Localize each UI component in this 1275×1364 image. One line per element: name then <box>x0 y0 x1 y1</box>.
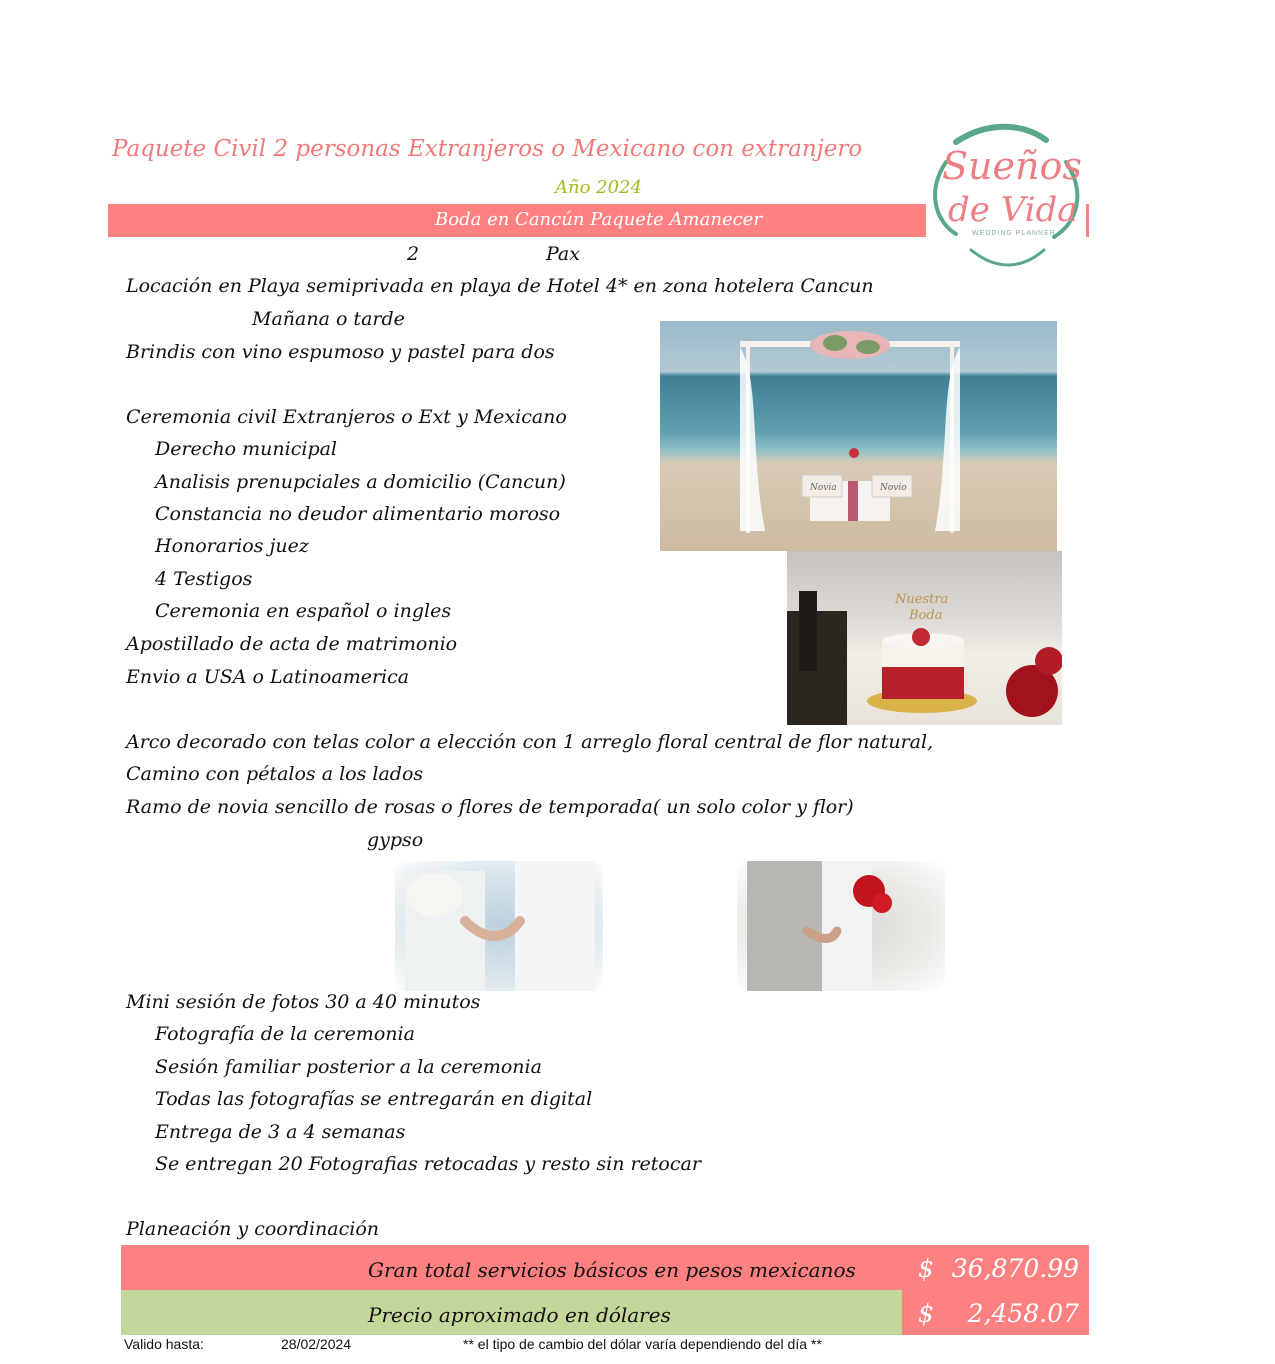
valid-date: 28/02/2024 <box>281 1336 352 1352</box>
logo-line2: de Vida <box>948 190 1078 230</box>
item-photos: Mini sesión de fotos 30 a 40 minutos <box>126 991 481 1013</box>
item-location: Locación en Playa semiprivada en playa de Hotel 4* en zona hotelera Cancun <box>126 275 874 297</box>
photos-sub-item: Todas las fotografías se entregarán en digital <box>155 1088 593 1110</box>
photos-sub-item: Entrega de 3 a 4 semanas <box>155 1121 406 1143</box>
pax-count: 2 <box>407 243 420 265</box>
total-mxn-label: Gran total servicios básicos en pesos mexicanos <box>368 1258 856 1282</box>
ceremony-sub-item: Honorarios juez <box>155 535 309 557</box>
photos-sub-item: Fotografía de la ceremonia <box>155 1023 415 1045</box>
photos-sub-item: Se entregan 20 Fotografias retocadas y resto sin retocar <box>155 1153 701 1175</box>
item-apostille: Apostillado de acta de matrimonio <box>126 633 458 655</box>
pax-label: Pax <box>546 243 580 265</box>
exchange-note: ** el tipo de cambio del dólar varía dependiendo del día ** <box>463 1336 822 1352</box>
ceremony-sub-item: Ceremonia en español o ingles <box>155 600 452 622</box>
logo-tagline: WEDDING PLANNER <box>972 230 1056 237</box>
item-gypso: gypso <box>367 829 424 851</box>
ceremony-sub-item: Derecho municipal <box>155 438 338 460</box>
valid-label: Valido hasta: <box>124 1336 204 1352</box>
total-mxn-currency: $ <box>918 1254 934 1283</box>
total-usd-currency: $ <box>918 1299 934 1328</box>
ceremony-sub-item: 4 Testigos <box>155 568 253 590</box>
banner-title: Boda en Cancún Paquete Amanecer <box>435 209 762 230</box>
cake-topper-line2: Boda <box>909 608 943 623</box>
item-bouquet: Ramo de novia sencillo de rosas o flores de temporada( un solo color y flor) <box>126 796 854 818</box>
item-ceremony: Ceremonia civil Extranjeros o Ext y Mexicano <box>126 406 567 428</box>
total-mxn-row <box>121 1245 1089 1290</box>
ceremony-sub-item: Constancia no deudor alimentario moroso <box>155 503 561 525</box>
ceremony-sub-item: Analisis prenupciales a domicilio (Cancun) <box>155 471 566 493</box>
item-toast: Brindis con vino espumoso y pastel para dos <box>126 341 555 363</box>
total-mxn-amount: 36,870.99 <box>951 1254 1079 1283</box>
item-planning: Planeación y coordinación <box>126 1218 380 1240</box>
chair-sign-right: Novio <box>880 483 907 493</box>
total-usd-label: Precio aproximado en dólares <box>368 1303 671 1327</box>
couple-roses-photo <box>737 861 945 991</box>
cake-photo <box>787 551 1062 725</box>
total-usd-row <box>121 1290 1089 1335</box>
item-time: Mañana o tarde <box>252 308 405 330</box>
item-shipping: Envio a USA o Latinoamerica <box>126 666 410 688</box>
year-label: Año 2024 <box>555 177 642 198</box>
logo <box>926 122 1086 270</box>
beach-arch-photo <box>660 321 1057 551</box>
item-path: Camino con pétalos a los lados <box>126 763 424 785</box>
couple-gypso-photo <box>395 861 603 991</box>
item-arch: Arco decorado con telas color a elección con 1 arreglo floral central de flor natural, <box>126 731 934 753</box>
logo-line1: Sueños <box>942 144 1082 188</box>
page-title: Paquete Civil 2 personas Extranjeros o Mexicano con extranjero <box>112 136 863 162</box>
total-usd-amount: 2,458.07 <box>967 1299 1079 1328</box>
photos-sub-item: Sesión familiar posterior a la ceremonia <box>155 1056 542 1078</box>
chair-sign-left: Novia <box>810 483 837 493</box>
cake-topper-line1: Nuestra <box>895 592 949 607</box>
